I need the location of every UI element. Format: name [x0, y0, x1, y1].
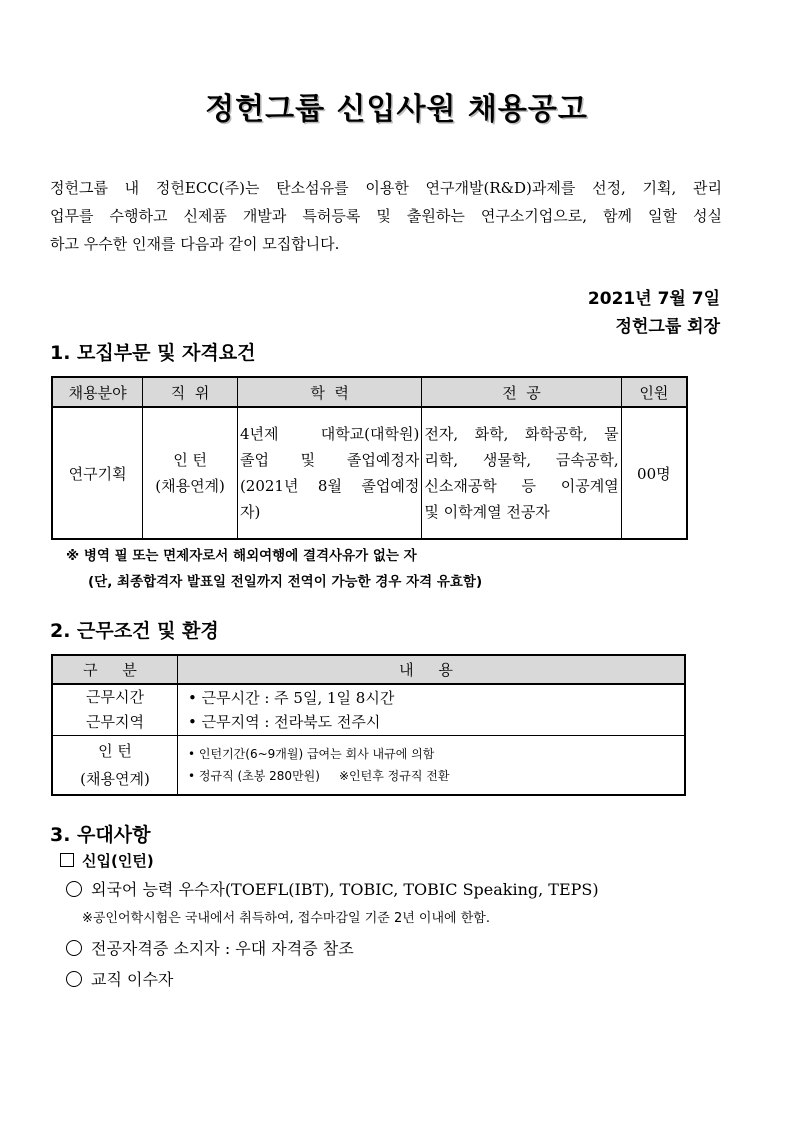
header-cell: 인원 [621, 377, 687, 407]
education-line: 4년제 대학교(대학원) [239, 425, 420, 443]
language-test-note: ※공인어학시험은 국내에서 취득하여, 접수마감일 기준 2년 이내에 한함. [82, 911, 490, 926]
content-cell [178, 736, 686, 796]
circle-bullet-icon [66, 940, 82, 956]
label-cell [52, 684, 178, 736]
conditions-table [51, 654, 686, 796]
education-cell [237, 407, 421, 539]
preference-item [66, 967, 173, 990]
label-line: 근무시간 [86, 688, 144, 706]
education-line: 졸업 및 졸업예정자 [239, 451, 420, 469]
recruitment-table [51, 376, 688, 540]
header-cell: 채용분야 [52, 377, 143, 407]
intro-line: 업무를 수행하고 신제품 개발과 특허등록 및 출원하는 연구소기업으로, 함께 일할 성실 [50, 207, 722, 225]
position-cell [143, 407, 238, 539]
intro-line: 정헌그룹 내 정헌ECC(주)는 탄소섬유를 이용한 연구개발(R&D)과제를 선정, 기획, 관리 [50, 179, 722, 197]
header-cell: 직 위 [143, 377, 238, 407]
major-line: 전자, 화학, 화학공학, 물 [424, 425, 619, 443]
table-row [52, 684, 685, 736]
table-header-row [52, 655, 685, 684]
label-line: 근무지역 [86, 713, 144, 731]
eligibility-note-detail: (단, 최종합격자 발표일 전일까지 전역이 가능한 경우 자격 유효함) [88, 574, 483, 590]
section3-heading: 3. 우대사항 [50, 824, 151, 846]
subheading-label: 신입(인턴) [82, 852, 154, 870]
header-cell: 전 공 [422, 377, 621, 407]
announcement-date: 2021년 7월 7일 [587, 289, 720, 309]
major-cell [422, 407, 621, 539]
eligibility-note: ※ 병역 필 또는 면제자로서 해외여행에 결격사유가 없는 자 [66, 548, 417, 564]
major-line: 및 이학계열 전공자 [424, 503, 550, 521]
preference-item [66, 936, 354, 959]
bullet-item: • 정규직 (초봉 280만원) ※인턴후 정규직 전환 [188, 769, 450, 783]
field-cell: 연구기획 [52, 407, 143, 539]
intro-paragraph [50, 174, 722, 258]
section1-heading: 1. 모집부문 및 자격요건 [50, 342, 256, 364]
bullet-item: • 근무지역 : 전라북도 전주시 [188, 713, 381, 731]
preference-item-label: 전공자격증 소지자 : 우대 자격증 참조 [91, 939, 354, 958]
page-title: 정헌그룹 신입사원 채용공고 [205, 92, 588, 127]
circle-bullet-icon [66, 971, 82, 987]
preference-item-label: 교직 이수자 [91, 970, 174, 989]
count-cell: 00명 [621, 407, 687, 539]
preference-item-label: 외국어 능력 우수자(TOEFL(IBT), TOBIC, TOBIC Speaking, TEPS) [91, 880, 599, 899]
label-line: 인 턴 [98, 742, 132, 760]
bullet-item: • 근무시간 : 주 5일, 1일 8시간 [188, 689, 395, 707]
table-row [52, 407, 687, 539]
circle-bullet-icon [66, 881, 82, 897]
preference-subheading [60, 850, 154, 871]
position-line: (채용연계) [155, 477, 225, 495]
major-line: 리학, 생물학, 금속공학, [424, 451, 619, 469]
signer: 정헌그룹 회장 [615, 317, 720, 337]
label-cell [52, 736, 178, 796]
position-line: 인 턴 [173, 451, 207, 469]
section2-heading: 2. 근무조건 및 환경 [50, 620, 219, 642]
major-line: 신소재공학 등 이공계열 [424, 477, 619, 495]
bullet-item: • 인턴기간(6~9개월) 급여는 회사 내규에 의함 [188, 747, 435, 761]
table-header-row [52, 377, 687, 407]
content-cell [178, 684, 686, 736]
header-cell: 내 용 [178, 655, 686, 684]
checkbox-square-icon [60, 853, 74, 867]
intro-line: 하고 우수한 인재를 다음과 같이 모집합니다. [50, 235, 340, 253]
education-line: 자) [239, 503, 261, 521]
education-line: (2021년 8월 졸업예정 [239, 477, 420, 495]
header-cell: 구 분 [52, 655, 178, 684]
header-cell: 학 력 [237, 377, 421, 407]
table-row [52, 736, 685, 796]
preference-item [66, 877, 599, 900]
label-line: (채용연계) [80, 770, 150, 788]
